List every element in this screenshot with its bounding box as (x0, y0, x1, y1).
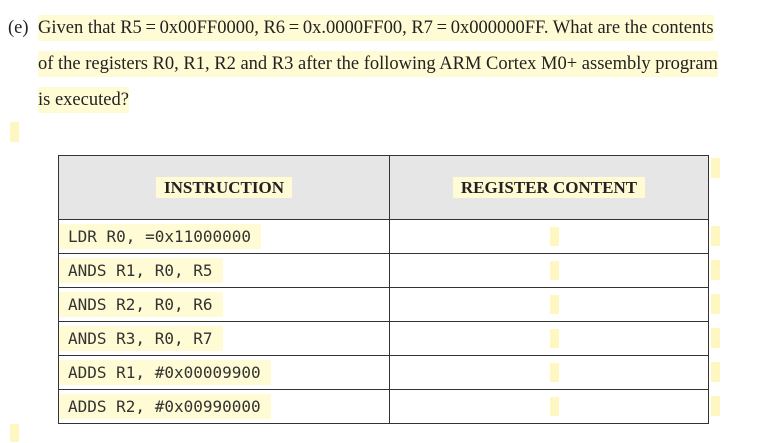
table-header-row (59, 156, 709, 220)
register-content-cell[interactable] (390, 390, 709, 424)
instruction-table (58, 155, 709, 424)
instruction-cell: ANDS R2, R0, R6 (59, 288, 390, 322)
question-line-1: Given that R5 = 0x00FF0000, R6 = 0x.0000FF00, R7 = 0x000000FF. What are the contents (38, 15, 714, 41)
header-instruction: INSTRUCTION (59, 156, 390, 220)
row-end-marker (711, 260, 720, 280)
row-end-marker (711, 362, 720, 382)
table-row (59, 288, 709, 322)
cell-marker (550, 363, 559, 382)
row-end-marker (711, 226, 720, 246)
register-content-cell[interactable] (390, 220, 709, 254)
row-end-marker (711, 158, 720, 178)
cell-marker (550, 397, 559, 416)
table-row (59, 254, 709, 288)
question-line-2: of the registers R0, R1, R2 and R3 after the following ARM Cortex M0+ assembly program (38, 51, 718, 77)
header-register-content: REGISTER CONTENT (390, 156, 709, 220)
paragraph-marker (10, 122, 19, 142)
table-row (59, 356, 709, 390)
register-content-cell[interactable] (390, 356, 709, 390)
paragraph-marker (10, 424, 19, 442)
instruction-cell: ANDS R1, R0, R5 (59, 254, 390, 288)
instruction-cell: ADDS R2, #0x00990000 (59, 390, 390, 424)
cell-marker (550, 261, 559, 280)
question-line-3: is executed? (38, 87, 129, 113)
table-row (59, 322, 709, 356)
register-content-cell[interactable] (390, 288, 709, 322)
row-end-marker (711, 294, 720, 314)
instruction-cell: ANDS R3, R0, R7 (59, 322, 390, 356)
table-row (59, 220, 709, 254)
register-content-cell[interactable] (390, 322, 709, 356)
cell-marker (550, 227, 559, 246)
table-row (59, 390, 709, 424)
cell-marker (550, 329, 559, 348)
register-content-cell[interactable] (390, 254, 709, 288)
instruction-cell: ADDS R1, #0x00009900 (59, 356, 390, 390)
row-end-marker (711, 396, 720, 416)
cell-marker (550, 295, 559, 314)
instruction-cell: LDR R0, =0x11000000 (59, 220, 390, 254)
question-label: (e) (8, 18, 29, 38)
row-end-marker (711, 328, 720, 348)
